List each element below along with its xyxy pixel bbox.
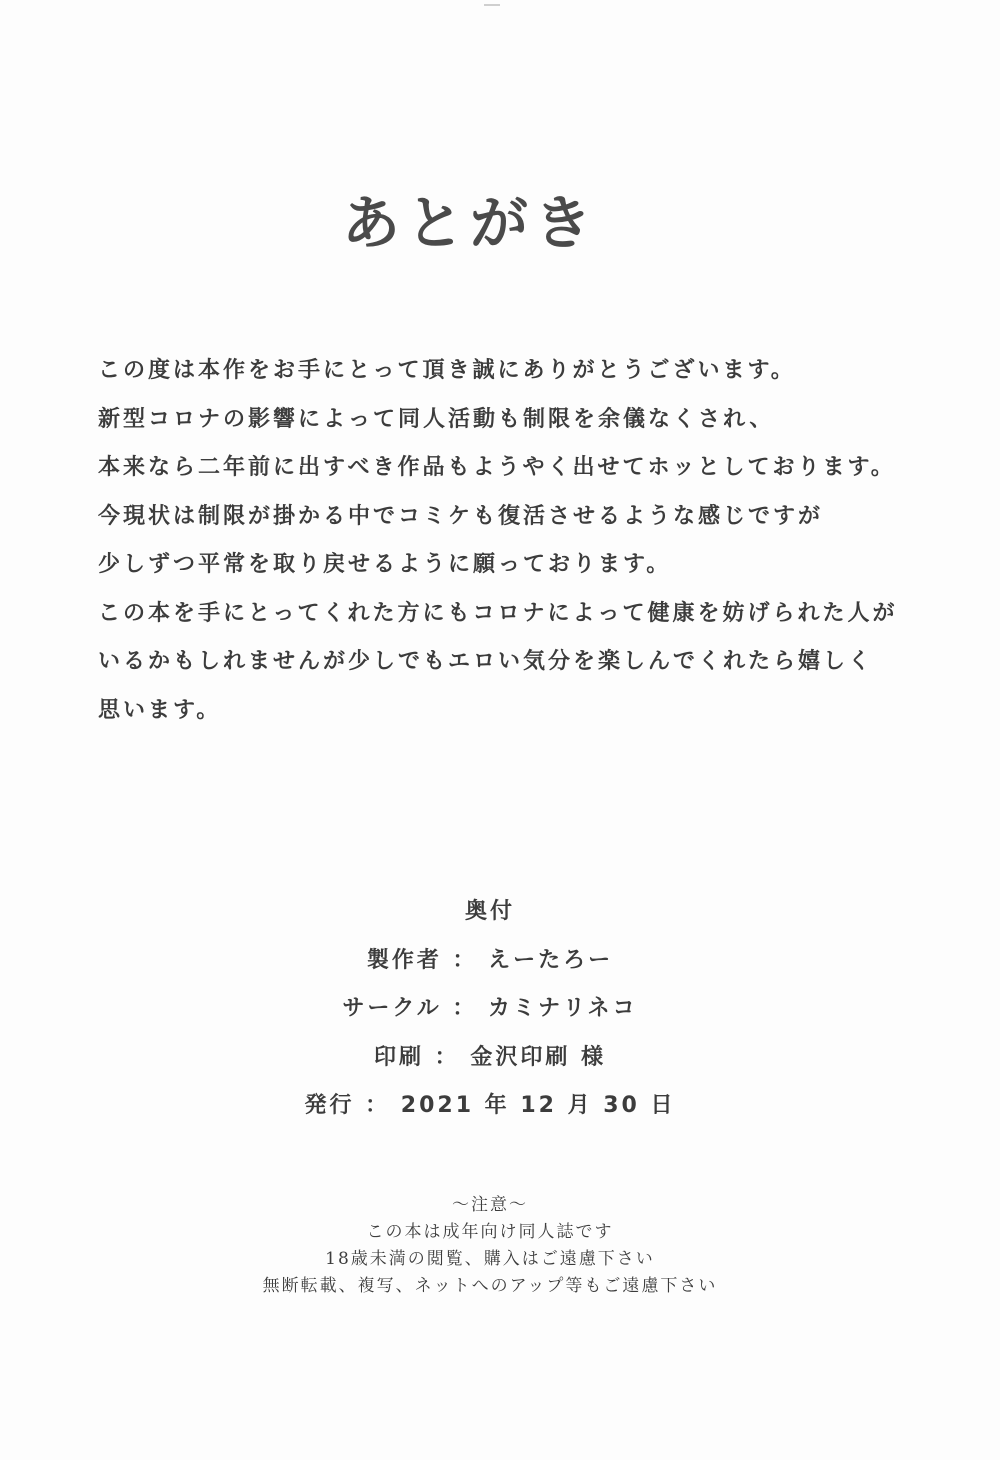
notice xyxy=(0,1192,980,1300)
body-line: 少しずつ平常を取り戻せるように願っております。 xyxy=(98,552,672,577)
body-line: 本来なら二年前に出すべき作品もようやく出せてホッとしております。 xyxy=(98,455,896,480)
colophon-issue-date: 発行 ： 2021 年 12 月 30 日 xyxy=(304,1093,676,1118)
colophon-author: 製作者 ： えーたろー xyxy=(366,947,614,973)
body-line: この本を手にとってくれた方にもコロナによって健康を妨げられた人が xyxy=(98,600,898,626)
body-line: 思います。 xyxy=(98,697,222,723)
notice-heading: ～注意～ xyxy=(452,1195,528,1215)
notice-line: 18歳未満の閲覧、購入はご遠慮下さい xyxy=(325,1249,655,1269)
body-line: この度は本作をお手にとって頂き誠にありがとうございます。 xyxy=(98,358,796,383)
body-line: いるかもしれませんが少しでもエロい気分を楽しんでくれたら嬉しく xyxy=(98,649,874,674)
page-title: あとがき xyxy=(341,189,598,257)
scan-mark xyxy=(484,4,500,6)
notice-line: この本は成年向け同人誌です xyxy=(366,1222,614,1242)
notice-line: 無断転載、複写、ネットへのアップ等もご遠慮下さい xyxy=(262,1276,718,1296)
body-line: 今現状は制限が掛かる中でコミケも復活させるような感じですが xyxy=(98,503,824,529)
afterword-body xyxy=(98,347,918,735)
colophon-circle: サークル ： カミナリネコ xyxy=(342,996,638,1021)
colophon xyxy=(0,888,980,1131)
body-line: 新型コロナの影響によって同人活動も制限を余儀なくされ、 xyxy=(98,406,775,432)
colophon-heading: 奥付 xyxy=(464,899,515,924)
colophon-printer: 印刷 ： 金沢印刷 様 xyxy=(374,1044,606,1070)
